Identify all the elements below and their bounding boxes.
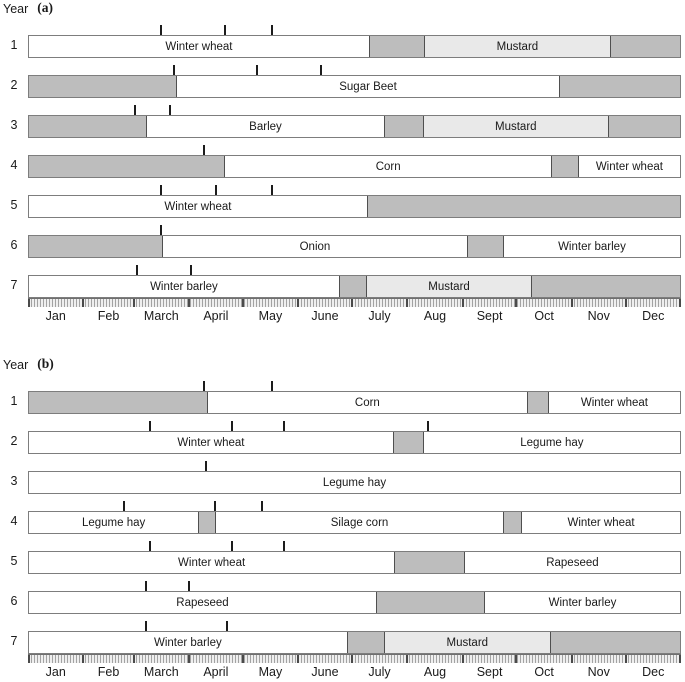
month-boundary-tick [28,299,30,307]
year-row-3 [0,454,685,494]
year-bar [28,155,681,178]
operation-ticks [28,577,681,591]
month-boundary-tick [679,655,681,663]
panel-a-rows [0,18,685,298]
operation-date-tick [145,581,147,591]
month-label-dec: Dec [642,309,665,323]
crop-segment-winter-wheat [578,156,680,177]
year-number: 2 [10,434,18,448]
year-track [28,261,681,298]
year-row-6 [0,574,685,614]
crop-label: Rapeseed [546,556,599,569]
year-number: 6 [10,594,18,608]
month-label-may: May [258,665,283,679]
month-boundary-tick [297,655,299,663]
year-number: 7 [10,634,18,648]
fallow-segment [198,512,215,533]
operation-date-tick [190,265,192,275]
month-label-april: April [203,665,229,679]
month-label-sept: Sept [476,309,503,323]
crop-segment-winter-barley [484,592,680,613]
operation-date-tick [173,65,175,75]
crop-segment-mustard [384,632,550,653]
panel-b [0,358,685,680]
panel-a [0,2,685,324]
fallow-segment [369,36,424,57]
crop-label: Winter barley [558,240,626,253]
fallow-segment [29,156,224,177]
operation-ticks [28,101,681,115]
operation-date-tick [123,501,125,511]
crop-label: Corn [354,396,380,409]
crop-label: Mustard [495,120,537,133]
crop-segment-winter-wheat [548,392,680,413]
operation-date-tick [145,621,147,631]
panel-b-tag: (b) [37,356,54,371]
month-label-nov: Nov [587,309,610,323]
fallow-segment [559,76,680,97]
year-axis-label: Year [3,2,29,16]
year-track [28,617,681,654]
operation-ticks [28,417,681,431]
operation-ticks [28,617,681,631]
fallow-segment [347,632,384,653]
year-track [28,377,681,414]
operation-date-tick [134,105,136,115]
year-row-4 [0,494,685,534]
panel-a-tag: (a) [37,0,54,15]
operation-date-tick [169,105,171,115]
year-track [28,577,681,614]
year-track [28,61,681,98]
year-number: 6 [10,238,18,252]
month-boundary-tick [242,655,244,663]
crop-label: Legume hay [520,436,584,449]
fallow-segment [531,276,680,297]
month-boundary-tick [28,655,30,663]
fallow-segment [376,592,484,613]
operation-date-tick [205,461,207,471]
fallow-segment [29,76,176,97]
panel-b-month-ruler [28,654,681,663]
operation-date-tick [320,65,322,75]
year-bar [28,195,681,218]
year-row-5 [0,178,685,218]
crop-segment-mustard [424,36,610,57]
month-label-may: May [258,309,283,323]
operation-date-tick [283,541,285,551]
year-row-2 [0,414,685,454]
crop-segment-winter-wheat [29,552,394,573]
crop-label: Winter wheat [177,436,245,449]
operation-date-tick [215,185,217,195]
month-boundary-tick [515,299,517,307]
crop-label: Winter wheat [165,40,233,53]
crop-segment-sugar-beet [176,76,559,97]
operation-ticks [28,181,681,195]
month-boundary-tick [82,655,84,663]
fallow-segment [29,116,146,137]
year-number: 7 [10,278,18,292]
crop-segment-legume-hay [423,432,680,453]
crop-segment-rapeseed [29,592,376,613]
crop-label: Winter barley [150,280,218,293]
year-track [28,101,681,138]
fallow-segment [29,392,207,413]
operation-ticks [28,221,681,235]
month-label-july: July [368,309,391,323]
month-label-jan: Jan [45,665,66,679]
operation-date-tick [271,185,273,195]
crop-label: Rapeseed [176,596,229,609]
operation-date-tick [231,541,233,551]
fallow-segment [610,36,680,57]
year-number: 1 [10,38,18,52]
crop-segment-silage-corn [215,512,503,533]
month-boundary-tick [351,655,353,663]
year-number: 5 [10,554,18,568]
crop-label: Winter wheat [567,516,635,529]
crop-segment-winter-wheat [29,432,393,453]
year-number: 4 [10,158,18,172]
month-boundary-tick [82,299,84,307]
month-label-feb: Feb [97,665,120,679]
crop-segment-mustard [423,116,608,137]
operation-ticks [28,141,681,155]
crop-label: Legume hay [81,516,146,529]
year-track [28,181,681,218]
panel-b-rows [0,374,685,654]
crop-label: Winter wheat [178,556,246,569]
fallow-segment [467,236,503,257]
crop-label: Winter wheat [164,200,232,213]
year-track [28,417,681,454]
year-track [28,141,681,178]
year-axis-label: Year [3,358,29,372]
crop-label: Silage corn [330,516,389,529]
year-bar [28,115,681,138]
year-bar [28,631,681,654]
year-bar [28,35,681,58]
year-track [28,221,681,258]
operation-date-tick [224,25,226,35]
month-boundary-tick [571,655,573,663]
year-row-1 [0,18,685,58]
fallow-segment [339,276,366,297]
year-number: 1 [10,394,18,408]
crop-label: Corn [375,160,401,173]
operation-date-tick [160,185,162,195]
month-boundary-tick [406,299,408,307]
fallow-segment [608,116,680,137]
month-label-sept: Sept [476,665,503,679]
crop-segment-mustard [366,276,531,297]
month-label-july: July [368,665,391,679]
operation-date-tick [203,145,205,155]
year-bar [28,235,681,258]
month-boundary-tick [515,655,517,663]
operation-date-tick [283,421,285,431]
year-bar [28,431,681,454]
operation-ticks [28,457,681,471]
crop-label: Winter wheat [580,396,648,409]
crop-segment-winter-barley [29,276,339,297]
month-label-oct: Oct [534,309,554,323]
crop-segment-winter-wheat [521,512,680,533]
month-label-march: March [143,309,179,323]
month-boundary-tick [133,299,135,307]
year-row-5 [0,534,685,574]
month-label-march: March [143,665,179,679]
year-bar [28,591,681,614]
fallow-segment [393,432,423,453]
year-row-4 [0,138,685,178]
year-row-7 [0,614,685,654]
year-track [28,457,681,494]
crop-segment-onion [162,236,467,257]
crop-label: Winter barley [548,596,617,609]
operation-ticks [28,61,681,75]
month-label-feb: Feb [97,309,120,323]
crop-segment-rapeseed [464,552,680,573]
crop-segment-corn [207,392,527,413]
year-bar [28,511,681,534]
year-bar [28,471,681,494]
month-boundary-tick [406,655,408,663]
year-track [28,497,681,534]
operation-date-tick [271,381,273,391]
month-label-june: June [311,665,339,679]
crop-label: Mustard [428,280,470,293]
fallow-segment [384,116,423,137]
fallow-segment [29,236,162,257]
month-label-jan: Jan [45,309,66,323]
year-row-6 [0,218,685,258]
crop-segment-legume-hay [29,512,198,533]
panel-b-month-labels [28,663,681,680]
year-number: 3 [10,118,18,132]
crop-segment-legume-hay [29,472,680,493]
year-track [28,537,681,574]
month-boundary-tick [462,655,464,663]
year-bar [28,275,681,298]
year-bar [28,551,681,574]
crop-segment-corn [224,156,551,177]
operation-date-tick [203,381,205,391]
operation-ticks [28,537,681,551]
crop-label: Legume hay [322,476,387,489]
crop-segment-winter-barley [29,632,347,653]
year-bar [28,75,681,98]
year-number: 3 [10,474,18,488]
crop-label: Winter wheat [595,160,663,173]
month-label-aug: Aug [423,309,447,323]
year-track [28,21,681,58]
year-row-1 [0,374,685,414]
crop-segment-winter-wheat [29,36,369,57]
month-label-dec: Dec [642,665,665,679]
year-bar [28,391,681,414]
operation-date-tick [149,421,151,431]
crop-label: Sugar Beet [339,80,397,93]
operation-ticks [28,377,681,391]
month-boundary-tick [625,655,627,663]
fallow-segment [550,632,680,653]
panel-a-month-labels [28,307,681,324]
month-boundary-tick [679,299,681,307]
operation-ticks [28,21,681,35]
operation-date-tick [188,581,190,591]
crop-segment-barley [146,116,384,137]
fallow-segment [394,552,464,573]
year-row-3 [0,98,685,138]
operation-date-tick [149,541,151,551]
month-boundary-tick [462,299,464,307]
panel-b-header [0,358,685,374]
operation-date-tick [256,65,258,75]
month-boundary-tick [625,299,627,307]
fallow-segment [503,512,521,533]
year-number: 2 [10,78,18,92]
operation-ticks [28,261,681,275]
month-boundary-tick [351,299,353,307]
year-number: 4 [10,514,18,528]
month-boundary-tick [571,299,573,307]
month-label-april: April [203,309,229,323]
month-boundary-tick [188,299,190,307]
month-boundary-tick [297,299,299,307]
operation-date-tick [231,421,233,431]
crop-segment-winter-barley [503,236,680,257]
operation-date-tick [136,265,138,275]
fallow-segment [551,156,578,177]
month-label-june: June [311,309,339,323]
operation-date-tick [226,621,228,631]
month-label-aug: Aug [423,665,447,679]
crop-label: Mustard [446,636,489,649]
panel-a-header [0,2,685,18]
crop-label: Mustard [496,40,539,53]
operation-date-tick [160,25,162,35]
month-label-nov: Nov [587,665,610,679]
year-row-2 [0,58,685,98]
crop-label: Winter barley [153,636,222,649]
operation-date-tick [427,421,429,431]
month-boundary-tick [133,655,135,663]
operation-date-tick [214,501,216,511]
month-boundary-tick [242,299,244,307]
month-label-oct: Oct [534,665,554,679]
crop-segment-winter-wheat [29,196,367,217]
crop-label: Onion [299,240,331,253]
operation-ticks [28,497,681,511]
operation-date-tick [160,225,162,235]
month-boundary-tick [188,655,190,663]
panel-a-month-ruler [28,298,681,307]
year-row-7 [0,258,685,298]
fallow-segment [527,392,548,413]
fallow-segment [367,196,680,217]
operation-date-tick [261,501,263,511]
crop-label: Barley [249,120,282,133]
year-number: 5 [10,198,18,212]
operation-date-tick [271,25,273,35]
